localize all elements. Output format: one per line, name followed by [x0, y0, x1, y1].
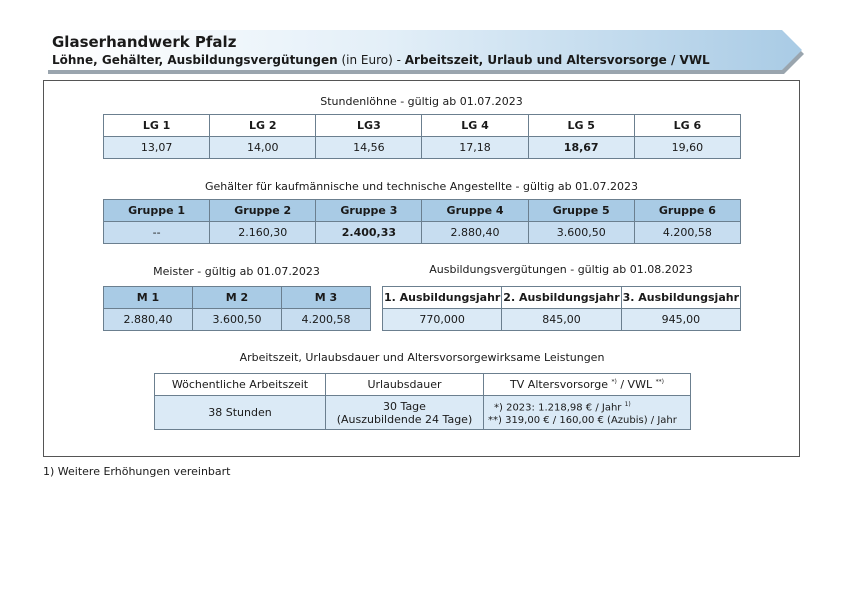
table-cell: 3.600,50 [193, 309, 282, 331]
table-header-cell: Gruppe 5 [528, 200, 634, 222]
header-banner [44, 30, 804, 72]
table-cell: 770,000 [383, 309, 502, 331]
table-header-cell: 3. Ausbildungsjahr [621, 287, 740, 309]
table-cell: 2.880,40 [422, 222, 528, 244]
table-cell: -- [104, 222, 210, 244]
table-header-cell: LG3 [316, 115, 422, 137]
meister-table [103, 286, 371, 331]
page-title: Glaserhandwerk Pfalz [52, 33, 237, 51]
table-header-cell: LG 1 [104, 115, 210, 137]
gehaelter-caption: Gehälter für kaufmännische und technische Angestellte - gültig ab 01.07.2023 [204, 180, 639, 193]
table-cell: 19,60 [634, 137, 740, 159]
table-header-cell: 1. Ausbildungsjahr [383, 287, 502, 309]
table-header-cell: 2. Ausbildungsjahr [502, 287, 621, 309]
table-header-cell: Gruppe 1 [104, 200, 210, 222]
table-header-cell: LG 5 [528, 115, 634, 137]
page-subtitle: Löhne, Gehälter, Ausbildungsvergütungen (in Euro) - Arbeitszeit, Urlaub und Altersvorsorge / VWL [52, 53, 710, 67]
table-cell: 14,00 [210, 137, 316, 159]
table-cell: 38 Stunden [155, 396, 326, 430]
table-cell: 17,18 [422, 137, 528, 159]
ausbildung-table [382, 286, 741, 331]
table-cell: 4.200,58 [282, 309, 371, 331]
table-header-cell: Gruppe 4 [422, 200, 528, 222]
table-cell-highlight: 2.400,33 [316, 222, 422, 244]
table-header-cell: M 3 [282, 287, 371, 309]
table-cell: 3.600,50 [528, 222, 634, 244]
table-cell: 2.160,30 [210, 222, 316, 244]
table-header-cell: LG 2 [210, 115, 316, 137]
meister-caption: Meister - gültig ab 01.07.2023 [153, 265, 320, 278]
table-header-cell: Gruppe 6 [634, 200, 740, 222]
table-header-cell: M 2 [193, 287, 282, 309]
table-header-cell: LG 4 [422, 115, 528, 137]
arbeitszeit-table [154, 373, 691, 430]
table-header-cell: Gruppe 3 [316, 200, 422, 222]
table-header-cell: TV Altersvorsorge *) / VWL **) [484, 374, 691, 396]
table-header-cell: LG 6 [634, 115, 740, 137]
footnote: 1) Weitere Erhöhungen vereinbart [43, 465, 231, 478]
stundenloehne-caption: Stundenlöhne - gültig ab 01.07.2023 [320, 95, 523, 108]
table-cell-highlight: 18,67 [528, 137, 634, 159]
stundenloehne-table [103, 114, 741, 159]
table-cell: *) 2023: 1.218,98 € / Jahr $^{1)}$ **) 319,00 € / 160,00 € (Azubis) / Jahr [484, 396, 691, 430]
table-cell: 945,00 [621, 309, 740, 331]
table-cell: 14,56 [316, 137, 422, 159]
table-header-cell: M 1 [104, 287, 193, 309]
arbeitszeit-caption: Arbeitszeit, Urlaubsdauer und Altersvorsorgewirksame Leistungen [239, 351, 605, 364]
table-cell: 2.880,40 [104, 309, 193, 331]
table-header-cell: Urlaubsdauer [326, 374, 484, 396]
table-header-cell: Gruppe 2 [210, 200, 316, 222]
gehaelter-table [103, 199, 741, 244]
ausbildung-caption: Ausbildungsvergütungen - gültig ab 01.08.2023 [429, 263, 693, 276]
table-cell: 30 Tage (Auszubildende 24 Tage) [326, 396, 484, 430]
table-cell: 13,07 [104, 137, 210, 159]
table-header-cell: Wöchentliche Arbeitszeit [155, 374, 326, 396]
table-cell: 845,00 [502, 309, 621, 331]
table-cell: 4.200,58 [634, 222, 740, 244]
